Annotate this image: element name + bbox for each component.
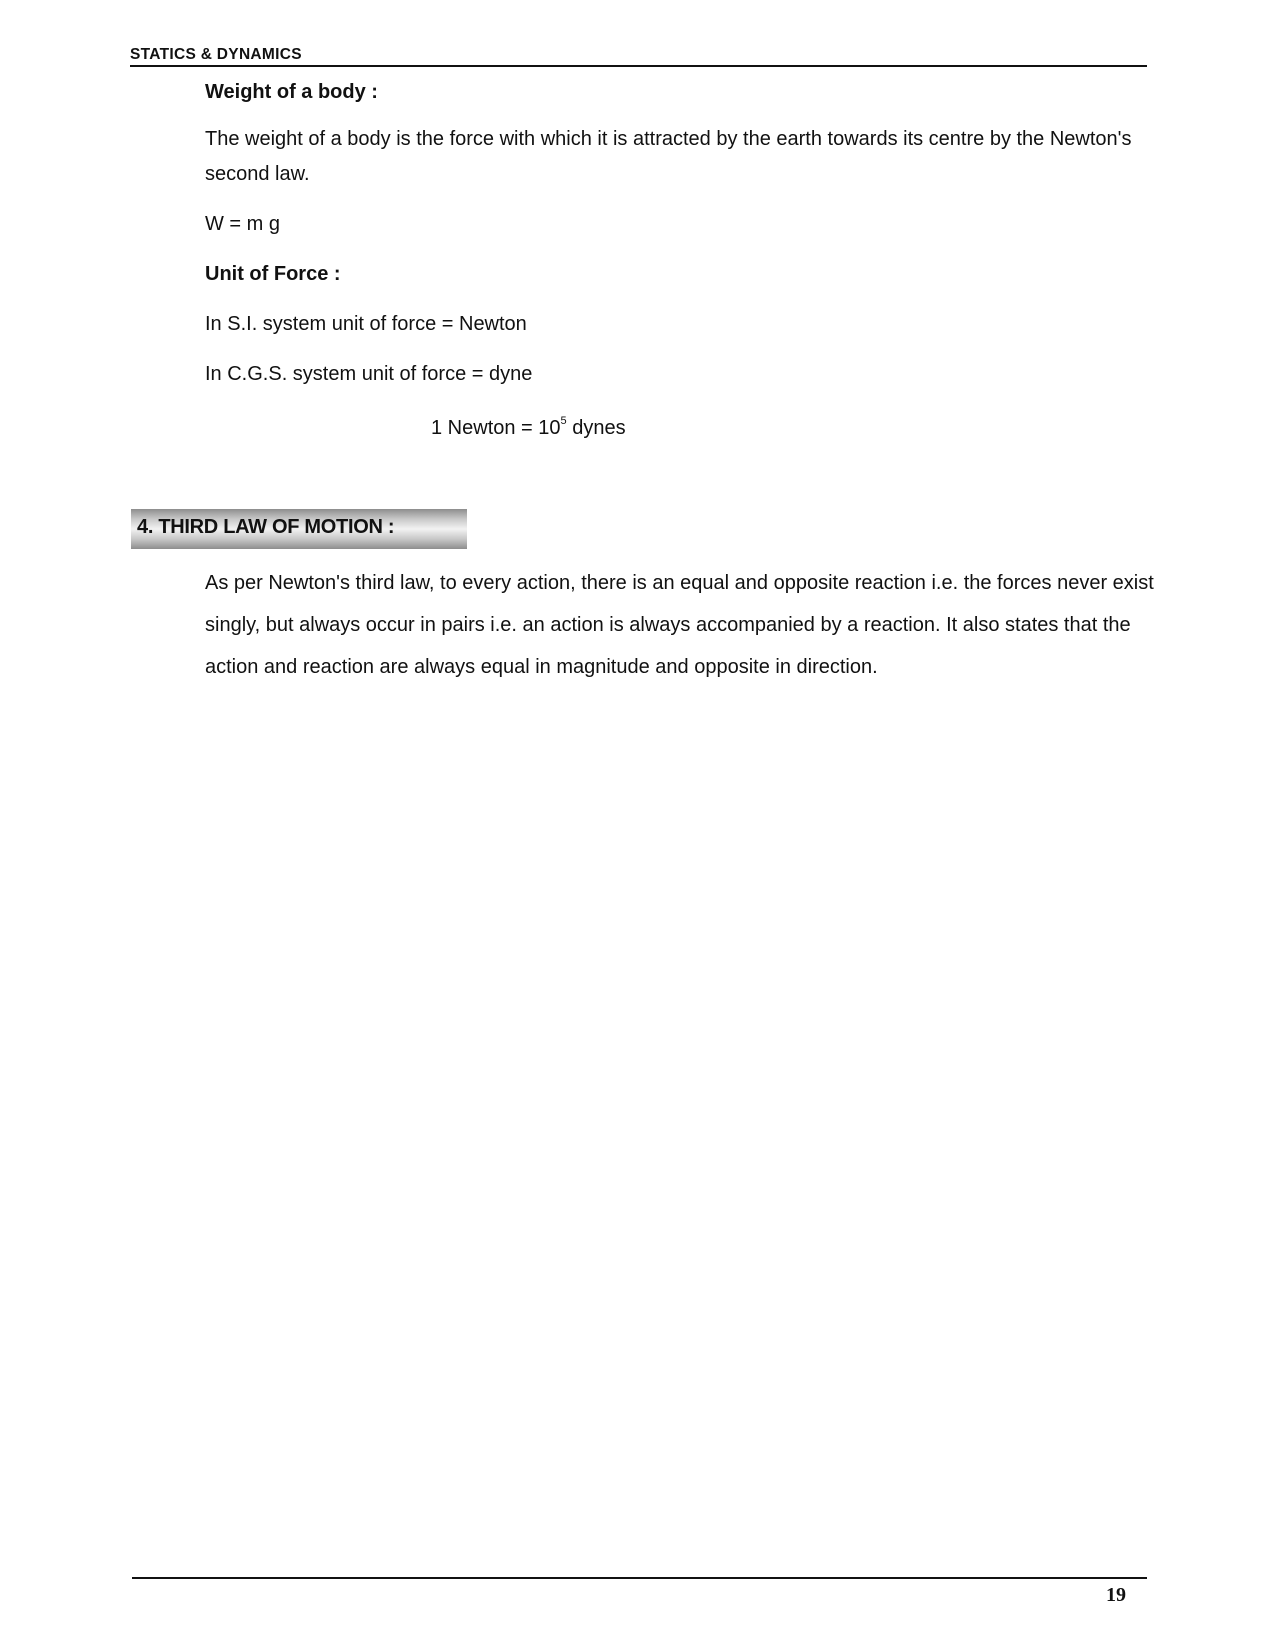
third-law-paragraph-line: action and reaction are always equal in magnitude and opposite in direction.: [205, 656, 878, 678]
footer-rule: [132, 1577, 1147, 1579]
conversion-exponent: 5: [560, 415, 567, 427]
third-law-paragraph-line: As per Newton's third law, to every action, there is an equal and opposite reaction i.e. the forces never exist: [205, 572, 1154, 594]
weight-paragraph-line: The weight of a body is the force with which it is attracted by the earth towards its centre by the Newton's: [205, 128, 1132, 150]
weight-paragraph: [205, 122, 1150, 192]
weight-heading: Weight of a body :: [205, 81, 378, 103]
weight-paragraph-line: second law.: [205, 163, 310, 185]
newton-dyne-conversion: [431, 410, 626, 449]
section-banner-title: 4. THIRD LAW OF MOTION :: [137, 516, 395, 538]
header-rule: [130, 65, 1147, 67]
section-banner: [131, 509, 467, 549]
conversion-left: 1 Newton = 10: [431, 417, 561, 439]
third-law-paragraph: [205, 562, 1154, 688]
cgs-unit-line: In C.G.S. system unit of force = dyne: [205, 363, 533, 385]
si-unit-line: In S.I. system unit of force = Newton: [205, 313, 527, 335]
running-header: STATICS & DYNAMICS: [130, 46, 302, 63]
conversion-right: dynes: [566, 417, 626, 439]
third-law-paragraph-line: singly, but always occur in pairs i.e. an action is always accompanied by a reaction. It also states that the: [205, 614, 1131, 636]
weight-formula: W = m g: [205, 213, 281, 235]
unit-heading: Unit of Force :: [205, 263, 341, 285]
page-number: 19: [1106, 1584, 1126, 1606]
